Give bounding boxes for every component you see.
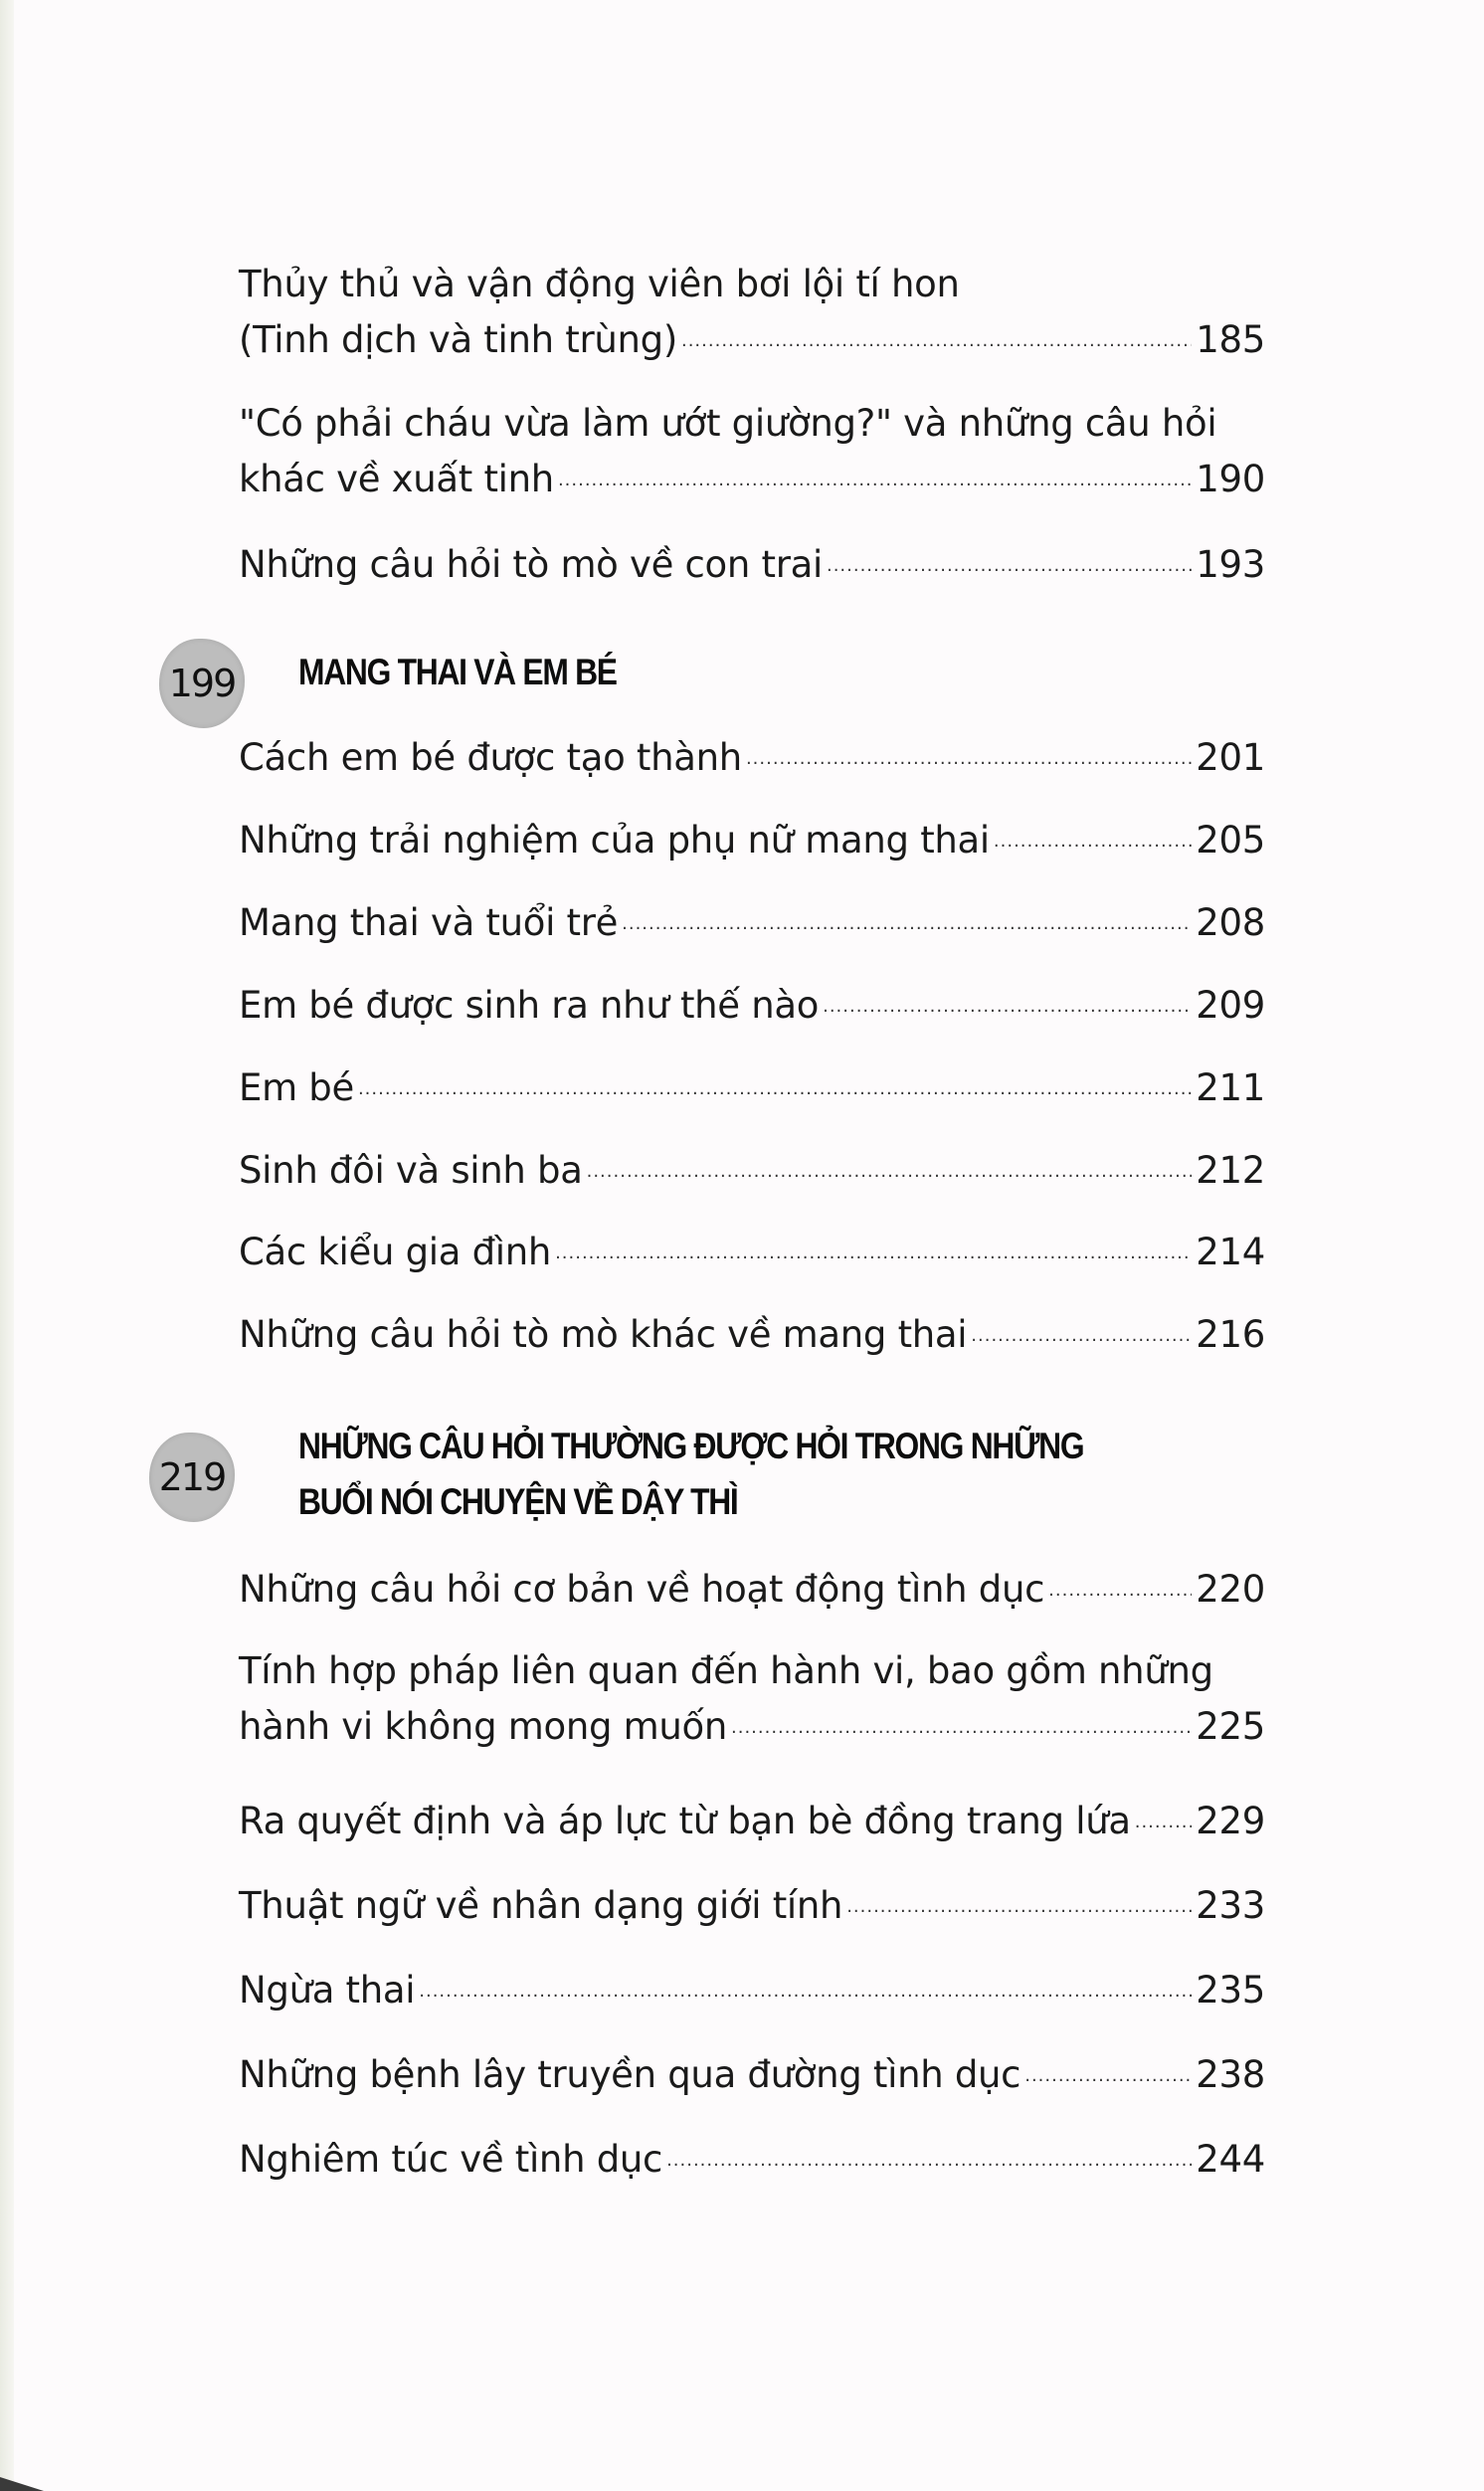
entry-title-line: "Có phải cháu vừa làm ướt giường?" và những câu hỏi [239,402,1217,445]
dot-leader [1135,1808,1193,1849]
entry-page-number: 205 [1196,819,1265,862]
toc-entry[interactable] [239,537,1265,593]
entry-title-line: Nghiêm túc về tình dục [239,2138,663,2181]
entry-title-line: hành vi không mong muốn [239,1705,727,1748]
entry-title-line: khác về xuất tinh [239,458,554,500]
dot-leader [971,1321,1192,1363]
dot-leader [666,2146,1192,2188]
section-heading[interactable] [298,1419,1111,1530]
entry-page-number: 190 [1196,458,1265,500]
entry-page-number: 212 [1196,1149,1265,1192]
entry-title-line: Những câu hỏi cơ bản về hoạt động tình dục [239,1568,1045,1611]
dot-leader [827,551,1192,593]
toc-entry[interactable] [239,2047,1265,2103]
toc-entry[interactable] [239,1963,1265,2018]
toc-entry[interactable] [239,978,1265,1034]
dot-leader [555,1239,1192,1280]
entry-page-number: 211 [1196,1066,1265,1109]
entry-title-line: Sinh đôi và sinh ba [239,1149,583,1192]
dot-leader [358,1074,1192,1116]
entry-title-line: Thuật ngữ về nhân dạng giới tính [239,1884,843,1927]
entry-title-line: Cách em bé được tạo thành [239,736,742,779]
entry-title-line: Những câu hỏi tò mò về con trai [239,543,823,586]
dot-leader [846,1892,1192,1934]
dot-leader [587,1157,1193,1199]
dot-leader [731,1713,1192,1755]
entry-title-line: Các kiểu gia đình [239,1231,552,1273]
entry-page-number: 209 [1196,984,1265,1027]
entry-page-number: 233 [1196,1884,1265,1927]
entry-title-line: Những câu hỏi tò mò khác về mang thai [239,1313,968,1356]
toc-entry[interactable] [239,1794,1265,1849]
toc-entry[interactable] [239,1225,1265,1280]
dot-leader [419,1977,1192,2018]
dot-leader [1048,1576,1192,1618]
toc-entry[interactable] [239,257,1265,368]
toc-entry[interactable] [239,730,1265,786]
toc-entry[interactable] [239,2132,1265,2188]
toc-entry[interactable] [239,1878,1265,1934]
toc-entry[interactable] [239,396,1265,507]
entry-title-line: Ngừa thai [239,1969,416,2012]
section-page-badge: 199 [159,639,245,728]
entry-page-number: 214 [1196,1231,1265,1273]
toc-entry[interactable] [239,1143,1265,1199]
entry-title-line: Mang thai và tuổi trẻ [239,901,619,944]
entry-page-number: 193 [1196,543,1265,586]
entry-page-number: 216 [1196,1313,1265,1356]
toc-entry[interactable] [239,895,1265,951]
dot-leader [994,827,1192,868]
entry-page-number: 208 [1196,901,1265,944]
entry-title-line: Tính hợp pháp liên quan đến hành vi, bao gồm những [239,1649,1213,1692]
entry-title-line: Em bé [239,1066,354,1109]
dot-leader [558,466,1192,507]
dot-leader [746,744,1192,786]
section-heading-line: NHỮNG CÂU HỎI THƯỜNG ĐƯỢC HỎI TRONG NHỮNG [298,1426,1084,1466]
entry-title-line: Những trải nghiệm của phụ nữ mang thai [239,819,990,862]
entry-page-number: 225 [1196,1705,1265,1748]
section-heading-line: MANG THAI VÀ EM BÉ [298,652,617,692]
page-corner-shadow [0,2477,44,2491]
dot-leader [622,909,1192,951]
dot-leader [681,326,1192,368]
entry-title-line: Ra quyết định và áp lực từ bạn bè đồng trang lứa [239,1800,1131,1842]
page-binding-edge [0,0,14,2491]
entry-page-number: 185 [1196,318,1265,361]
entry-page-number: 220 [1196,1568,1265,1611]
entry-title-line: (Tinh dịch và tinh trùng) [239,318,677,361]
toc-entry[interactable] [239,1562,1265,1618]
dot-leader [1024,2061,1192,2103]
entry-title-line: Những bệnh lây truyền qua đường tình dục [239,2053,1021,2096]
entry-page-number: 235 [1196,1969,1265,2012]
section-heading-line: BUỔI NÓI CHUYỆN VỀ DẬY THÌ [298,1481,738,1522]
entry-page-number: 229 [1196,1800,1265,1842]
toc-entry[interactable] [239,1060,1265,1116]
entry-title-line: Em bé được sinh ra như thế nào [239,984,820,1027]
section-heading[interactable] [298,645,1111,700]
entry-title-line: Thủy thủ và vận động viên bơi lội tí hon [239,263,960,305]
toc-entry[interactable] [239,1643,1265,1755]
entry-page-number: 238 [1196,2053,1265,2096]
dot-leader [823,992,1192,1034]
toc-entry[interactable] [239,813,1265,868]
entry-page-number: 201 [1196,736,1265,779]
toc-entry[interactable] [239,1307,1265,1363]
entry-page-number: 244 [1196,2138,1265,2181]
section-page-badge: 219 [149,1433,235,1522]
